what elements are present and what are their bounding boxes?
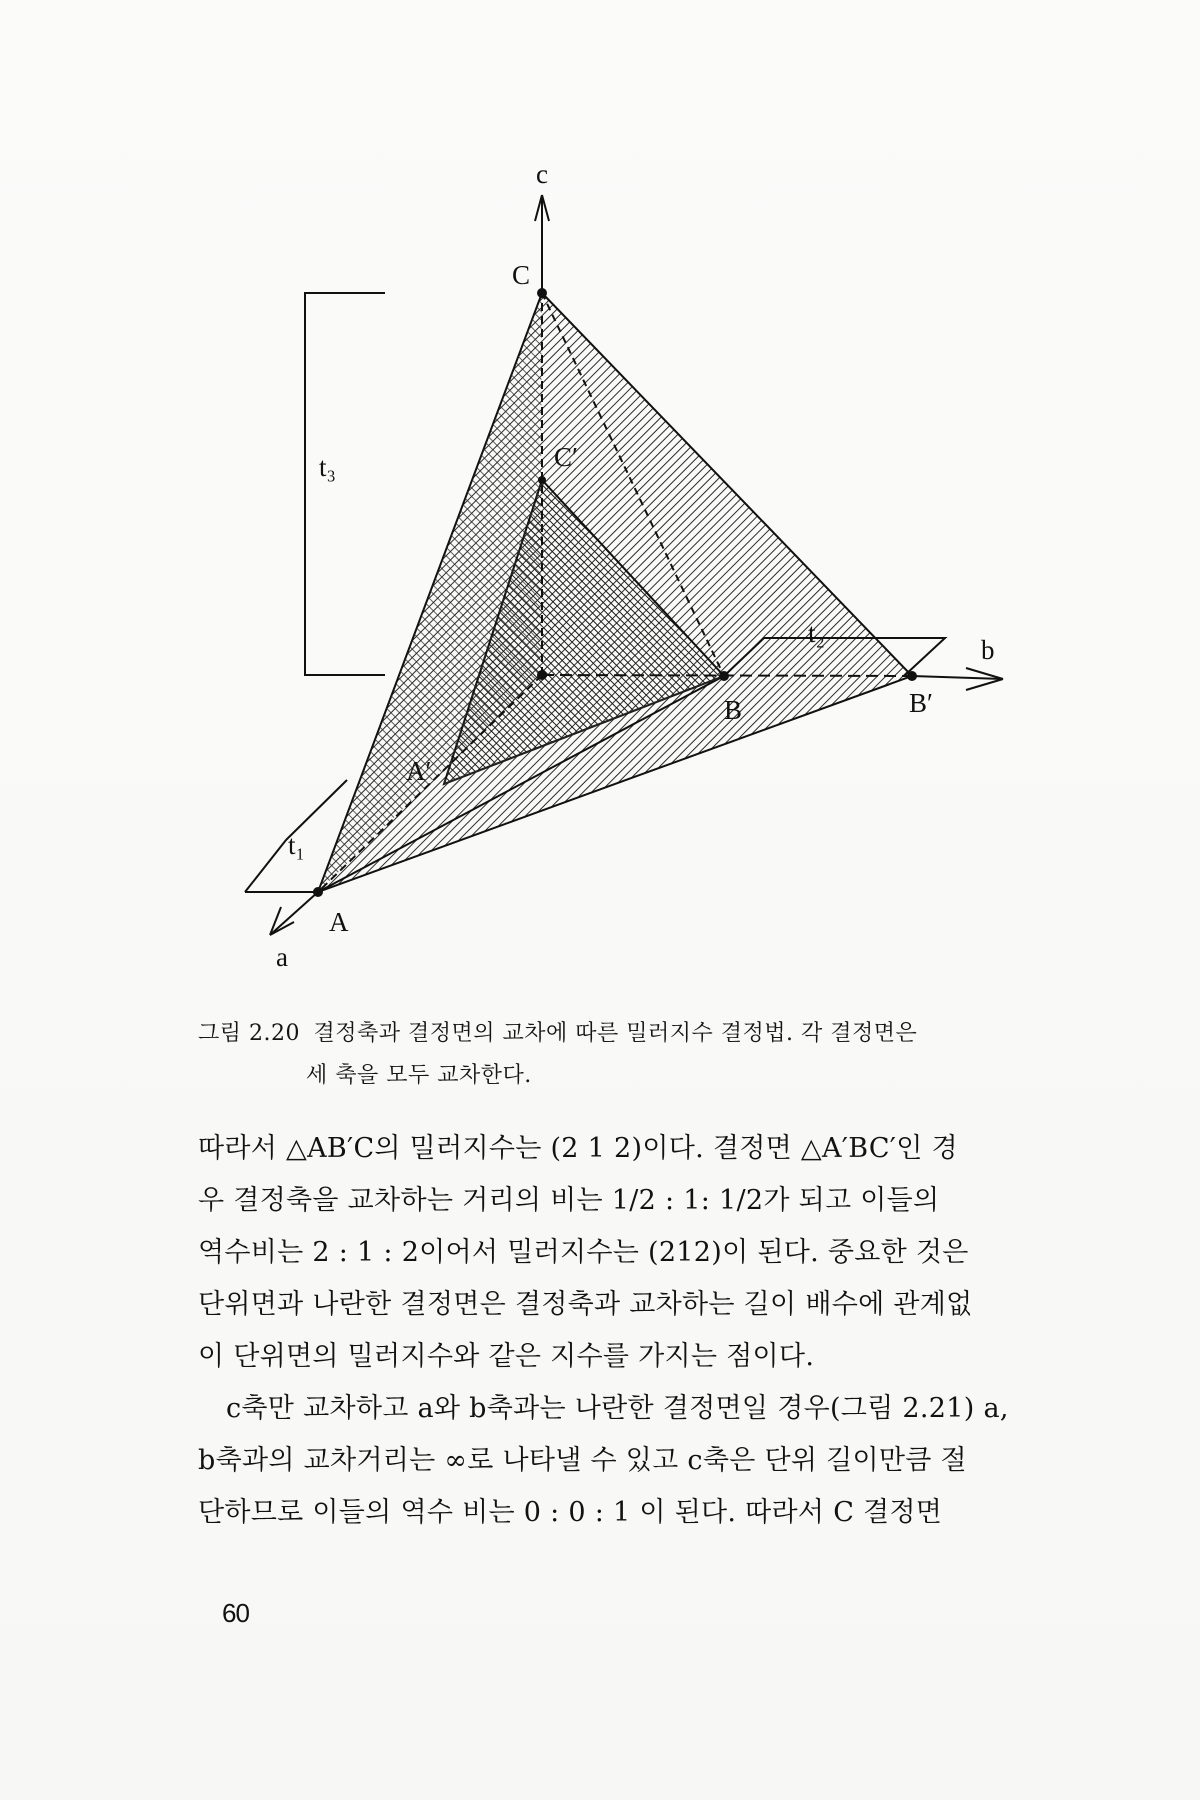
- point-c-prime-label: C′: [554, 442, 578, 472]
- point-b-marker: [719, 671, 729, 681]
- t2-label: t₂: [808, 618, 825, 648]
- caption-line-1: 결정축과 결정면의 교차에 따른 밀러지수 결정법. 각 결정면은: [313, 1021, 918, 1046]
- point-a-marker: [313, 887, 323, 897]
- t3-bracket: [305, 293, 385, 675]
- body-line: 역수비는 2 : 1 : 2이어서 밀러지수는 (212)이 된다. 중요한 것은: [198, 1237, 969, 1268]
- point-b-prime-marker: [907, 671, 917, 681]
- t3-label: t₃: [319, 452, 336, 482]
- b-axis-extension: [912, 676, 1003, 679]
- body-line: 단위면과 나란한 결정면은 결정축과 교차하는 길이 배수에 관계없: [198, 1289, 973, 1320]
- body-line: 따라서 △AB′C의 밀러지수는 (2 1 2)이다. 결정면 △A′BC′인 경: [198, 1133, 958, 1164]
- page-number: 60: [222, 1598, 249, 1628]
- a-axis-extension: [270, 892, 318, 935]
- body-line: b축과의 교차거리는 ∞로 나타낼 수 있고 c축은 단위 길이만큼 절: [198, 1445, 967, 1476]
- caption-number: 그림 2.20: [198, 1021, 300, 1046]
- origin-marker: [537, 670, 547, 680]
- axis-c-label: c: [536, 159, 548, 189]
- body-line: c축만 교차하고 a와 b축과는 나란한 결정면일 경우(그림 2.21) a,: [226, 1393, 1009, 1424]
- axis-a-label: a: [276, 942, 288, 972]
- point-b-prime-label: B′: [909, 688, 933, 718]
- body-paragraph: [198, 1123, 1078, 1539]
- body-line: 우 결정축을 교차하는 거리의 비는 1/2 : 1: 1/2가 되고 이들의: [198, 1185, 940, 1216]
- point-c-prime-marker: [538, 476, 546, 484]
- body-line: 단하므로 이들의 역수 비는 0 : 0 : 1 이 된다. 따라서 C 결정면: [198, 1497, 943, 1528]
- figure-caption: [198, 1013, 1078, 1097]
- point-a-prime-label: A′: [406, 756, 432, 786]
- axis-b-label: b: [981, 635, 995, 665]
- t1-label: t₁: [288, 830, 305, 860]
- point-b-label: B: [724, 695, 743, 725]
- point-a-label: A: [329, 907, 349, 937]
- body-line: 이 단위면의 밀러지수와 같은 지수를 가지는 점이다.: [198, 1341, 815, 1372]
- point-c-label: C: [512, 260, 531, 290]
- point-c-marker: [537, 288, 547, 298]
- caption-line-2: 세 축을 모두 교차한다.: [306, 1063, 532, 1088]
